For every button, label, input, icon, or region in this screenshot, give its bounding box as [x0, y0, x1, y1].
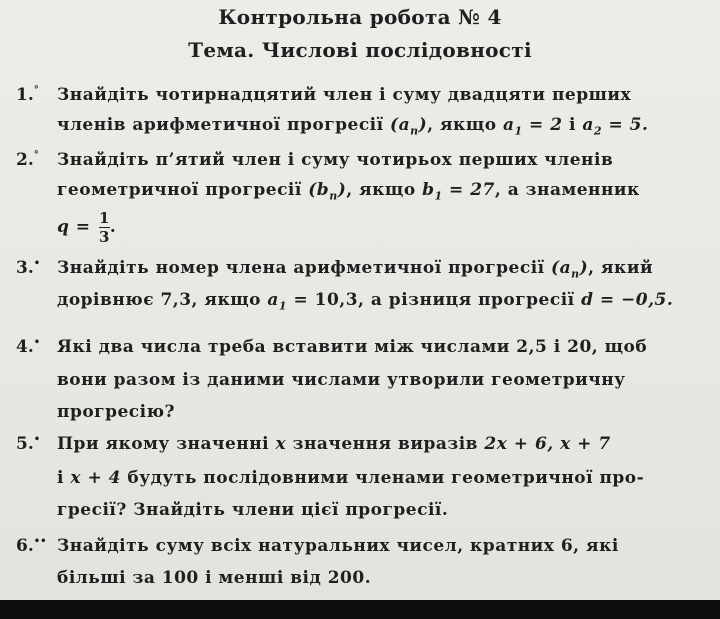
problem-3-line-1: Знайдіть номер члена арифметичної прогресії $(a_n)$, який: [57, 258, 654, 281]
problem-4-line-3: прогресію?: [57, 402, 175, 422]
problem-1-line-1: Знайдіть чотирнадцятий член і суму двадцяти перших: [57, 85, 632, 105]
fraction-one-third: $\frac{1}{3}$: [98, 209, 110, 246]
topic-heading: Тема. Числові послідовності: [188, 38, 532, 62]
problem-6-line-1: Знайдіть суму всіх натуральних чисел, кратних 6, які: [57, 536, 619, 556]
problem-2-line-2: геометричної прогресії $(b_n)$, якщо $b_1 = 27$, а знаменник: [57, 180, 640, 203]
problem-2-line-3: $q = \frac{1}{3}$.: [57, 209, 117, 246]
problem-6-number: 6.••: [16, 536, 47, 556]
page-bottom-edge: [0, 600, 720, 619]
problem-5-number: 5.•: [16, 434, 41, 454]
problem-1-line-2: членів арифметичної прогресії $(a_n)$, якщо $a_1 = 2$ і $a_2 = 5$.: [57, 115, 649, 138]
problem-3-number: 3.•: [16, 258, 41, 278]
problem-6-line-2: більші за 100 і менші від 200.: [57, 568, 372, 588]
problem-4-line-1: Які два числа треба вставити між числами 2,5 і 20, щоб: [57, 337, 648, 357]
problem-5-line-2: і x + 4 будуть послідовними членами геометричної про-: [57, 468, 645, 488]
page-title: Контрольна робота № 4: [218, 5, 502, 29]
problem-2-number: 2.°: [16, 150, 39, 170]
problem-4-line-2: вони разом із даними числами утворили геометричну: [57, 370, 626, 390]
problem-5-line-1: При якому значенні x значення виразів 2x + 6, x + 7: [57, 434, 611, 454]
problem-1-number: 1.°: [16, 85, 39, 105]
problem-3-line-2: дорівнює 7,3, якщо $a_1 = 10,3$, а різниця прогресії d = −0,5.: [57, 290, 674, 313]
problem-2-line-1: Знайдіть п’ятий член і суму чотирьох перших членів: [57, 150, 614, 170]
problem-5-line-3: гресії? Знайдіть члени цієї прогресії.: [57, 500, 449, 520]
problem-4-number: 4.•: [16, 337, 41, 357]
